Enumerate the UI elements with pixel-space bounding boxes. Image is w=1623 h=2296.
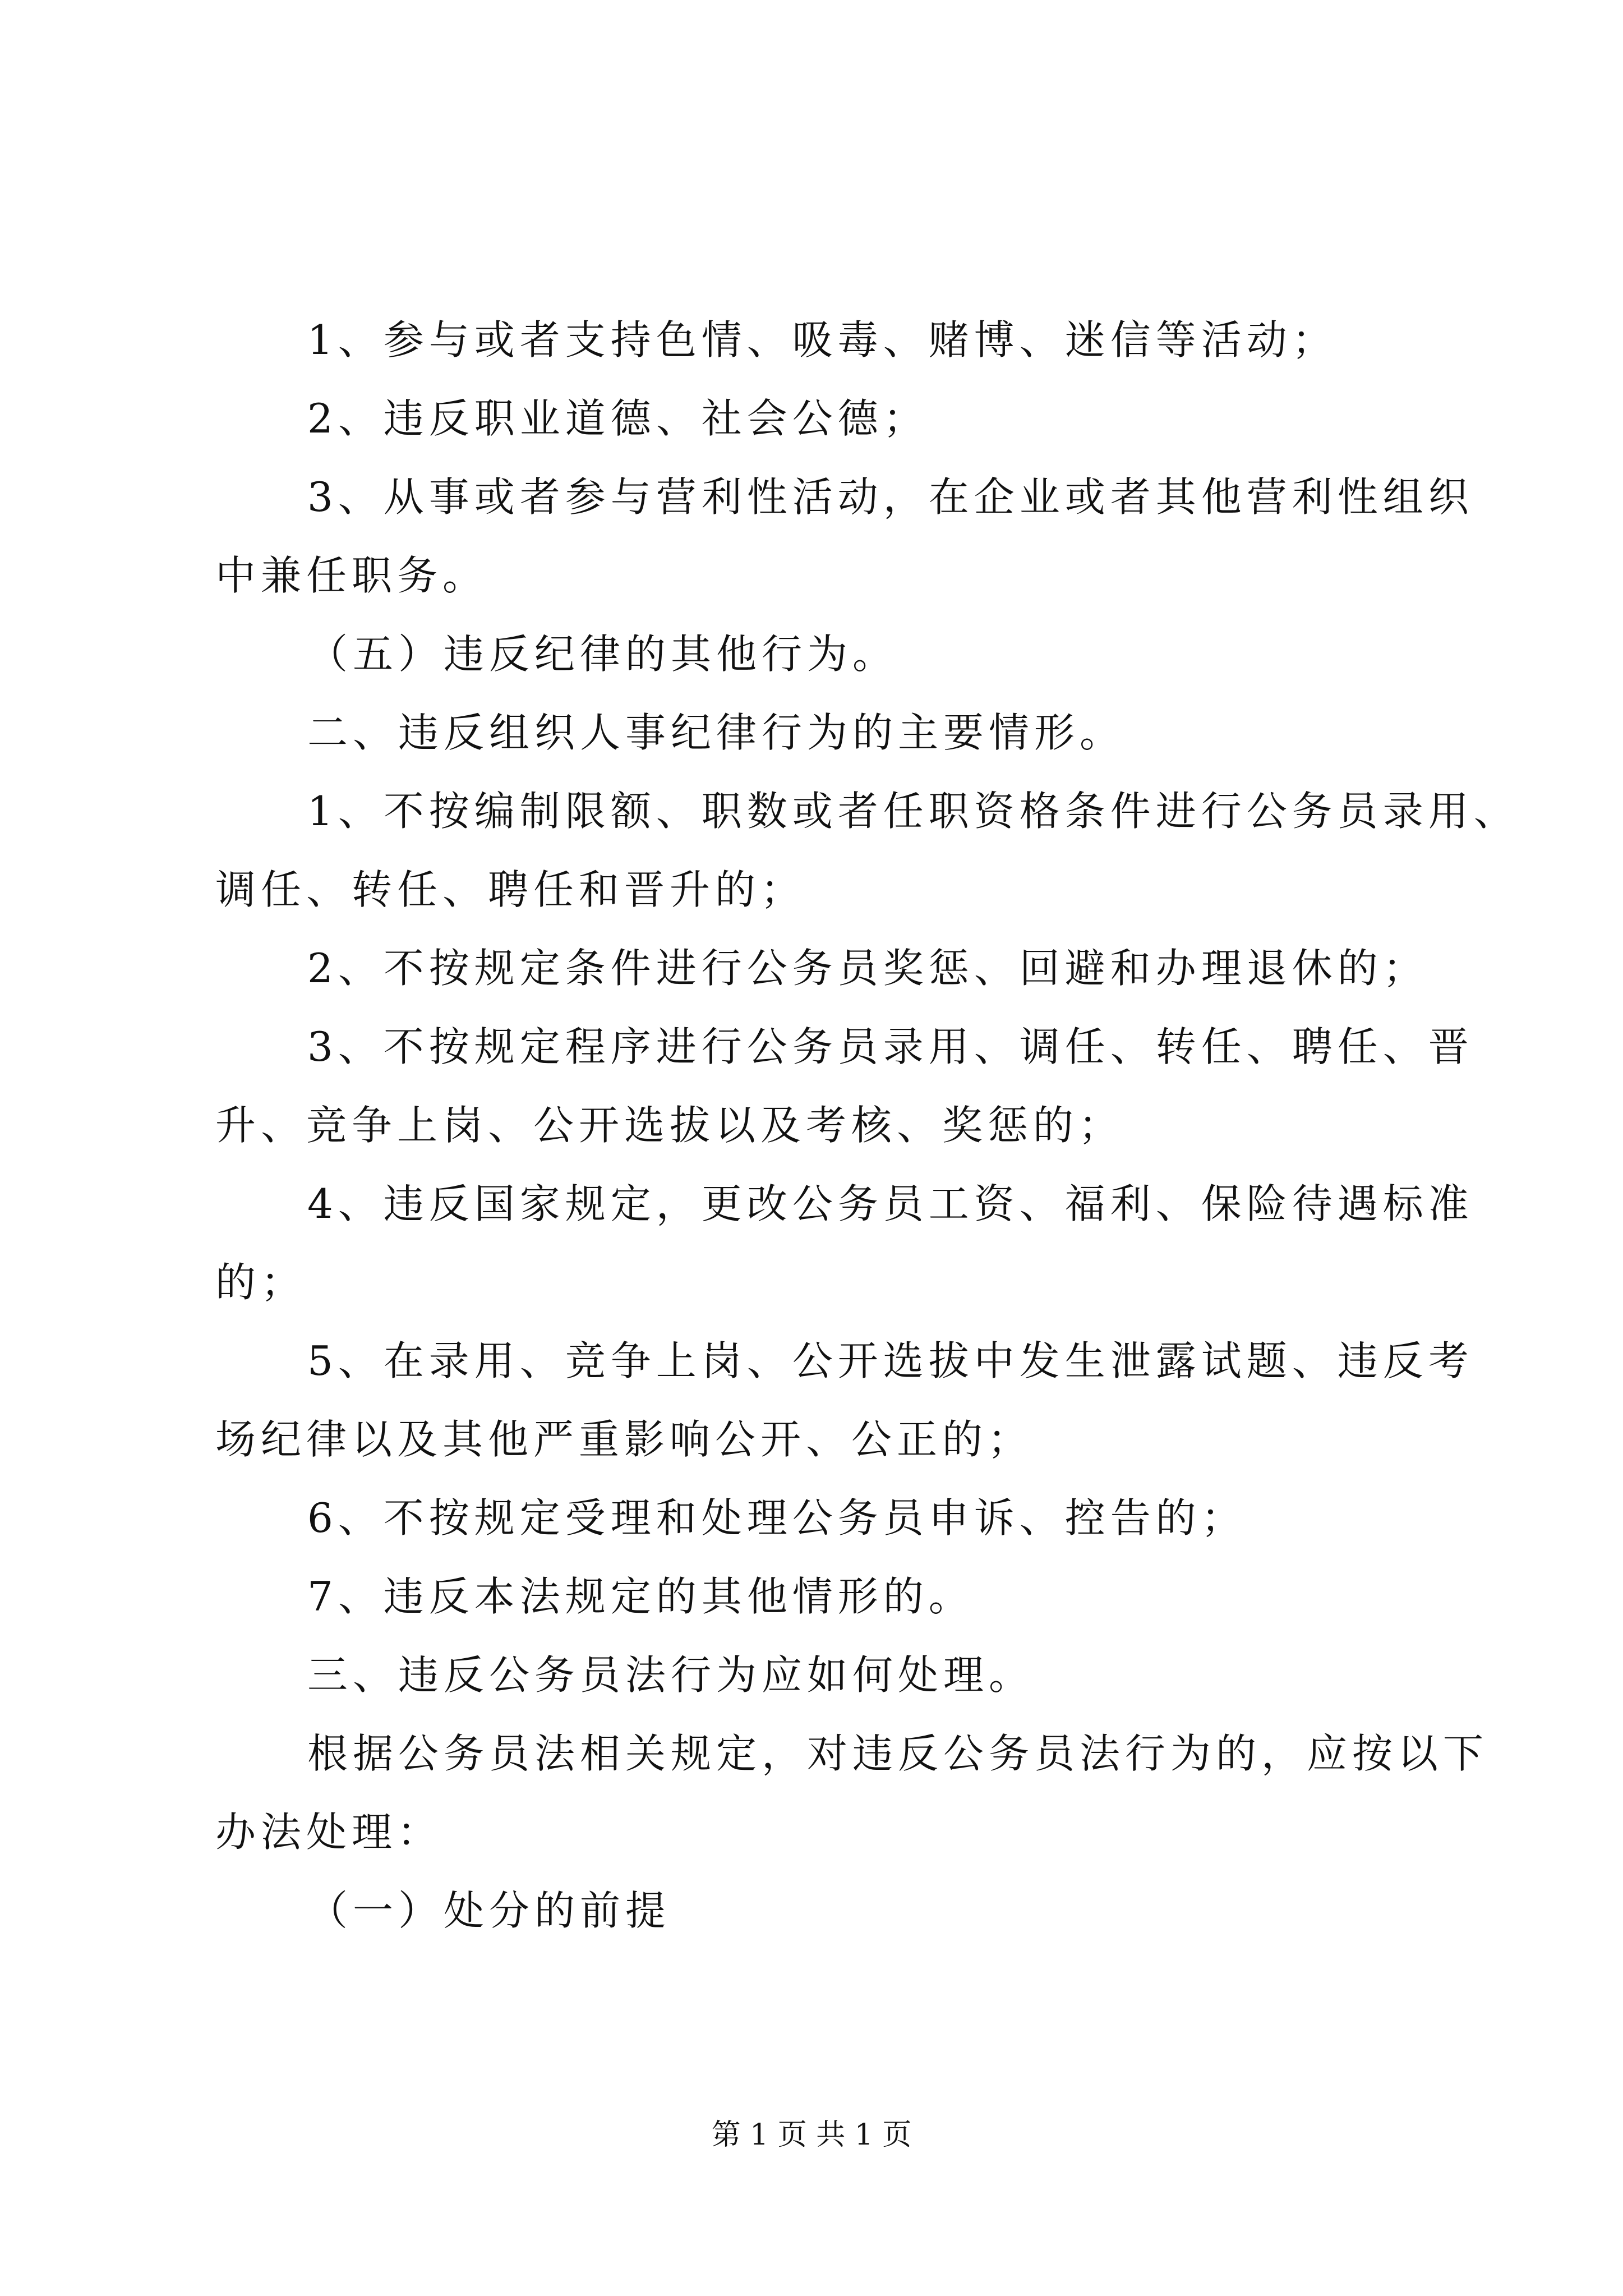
text-line: 1、不按编制限额、职数或者任职资格条件进行公务员录用、 <box>307 788 1519 835</box>
text-line: 2、不按规定条件进行公务员奖惩、回避和办理退休的； <box>307 945 1428 992</box>
text-line: 3、从事或者参与营利性活动，在企业或者其他营利性组织 <box>307 473 1474 521</box>
text-line: 7、违反本法规定的其他情形的。 <box>307 1573 974 1620</box>
text-line: 6、不按规定受理和处理公务员申诉、控告的； <box>307 1494 1247 1542</box>
text-line: 1、参与或者支持色情、吸毒、赌博、迷信等活动； <box>307 316 1338 364</box>
text-line: 2、违反职业道德、社会公德； <box>307 395 929 442</box>
text-line: 调任、转任、聘任和晋升的； <box>215 866 806 913</box>
text-line: 中兼任职务。 <box>215 552 488 599</box>
text-line: 5、在录用、竞争上岗、公开选拔中发生泄露试题、违反考 <box>307 1337 1474 1384</box>
page-footer: 第 1 页 共 1 页 <box>711 2118 912 2152</box>
text-line: 二、违反组织人事纪律行为的主要情形。 <box>307 709 1126 756</box>
text-line: 升、竞争上岗、公开选拔以及考核、奖惩的； <box>215 1102 1124 1149</box>
text-line: 的； <box>215 1259 307 1306</box>
text-line: 4、违反国家规定，更改公务员工资、福利、保险待遇标准 <box>307 1180 1474 1227</box>
text-line: 三、违反公务员法行为应如何处理。 <box>307 1651 1035 1699</box>
text-line: 3、不按规定程序进行公务员录用、调任、转任、聘任、晋 <box>307 1023 1474 1070</box>
text-line: （一）处分的前提 <box>307 1887 671 1934</box>
text-line: 办法处理： <box>215 1809 443 1856</box>
text-line: 根据公务员法相关规定，对违反公务员法行为的，应按以下 <box>307 1730 1489 1777</box>
text-line: （五）违反纪律的其他行为。 <box>307 631 898 678</box>
text-line: 场纪律以及其他严重影响公开、公正的； <box>215 1416 1034 1463</box>
